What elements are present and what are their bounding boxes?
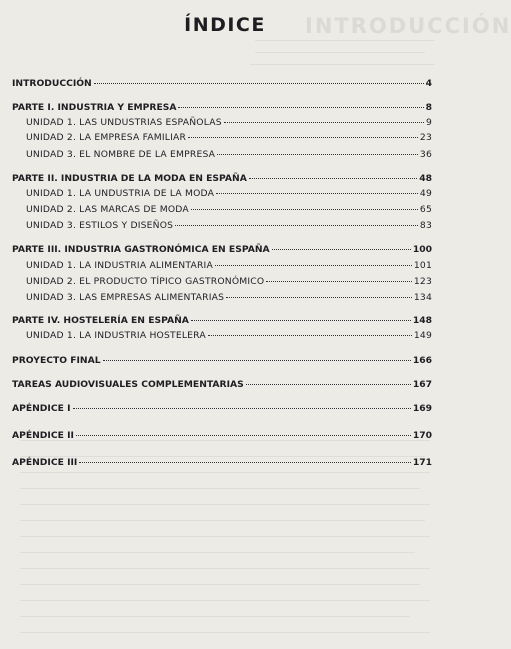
toc-entry-page: 171 (412, 457, 432, 468)
dot-leader (266, 281, 412, 282)
dot-leader (188, 137, 418, 138)
toc-entry-parte-3-unidad-1[interactable] (26, 260, 432, 272)
toc-entry-label: UNIDAD 1. LA INDUSTRIA ALIMENTARIA (26, 260, 213, 271)
toc-entry-page: 100 (412, 244, 432, 255)
toc-entry-parte-3-unidad-2[interactable] (26, 276, 432, 288)
toc-entry-page: 170 (412, 430, 432, 441)
toc-entry-page: 123 (413, 276, 432, 287)
toc-entry-page: 169 (412, 403, 432, 414)
dot-leader (103, 360, 411, 361)
toc-entry-page: 134 (413, 292, 432, 303)
toc-entry-label: PROYECTO FINAL (12, 355, 101, 366)
bleed-through-text: INTRODUCCIÓN (305, 14, 511, 38)
toc-entry-page: 83 (419, 220, 432, 231)
toc-entry-parte-4-unidad-1[interactable] (26, 330, 432, 342)
dot-leader (178, 107, 423, 108)
toc-entry-label: UNIDAD 2. EL PRODUCTO TÍPICO GASTRONÓMICO (26, 276, 265, 287)
toc-entry-label: UNIDAD 3. LAS EMPRESAS ALIMENTARIAS (26, 292, 225, 303)
toc-entry-parte-2-unidad-2[interactable] (26, 204, 432, 216)
dot-leader (226, 297, 412, 298)
toc-entry-label: TAREAS AUDIOVISUALES COMPLEMENTARIAS (12, 379, 244, 390)
toc-entry-page: 23 (419, 132, 432, 143)
toc-entry-page: 148 (412, 315, 432, 326)
toc-entry-parte-2-unidad-1[interactable] (26, 188, 432, 200)
dot-leader (215, 265, 412, 266)
toc-entry-page: 49 (419, 188, 432, 199)
toc-entry-apendice-3[interactable] (12, 457, 432, 469)
toc-entry-label: UNIDAD 3. EL NOMBRE DE LA EMPRESA (26, 149, 216, 160)
dot-leader (191, 209, 418, 210)
dot-leader (73, 408, 411, 409)
page-title: ÍNDICE (184, 14, 266, 36)
dot-leader (224, 122, 424, 123)
dot-leader (246, 384, 411, 385)
dot-leader (217, 154, 418, 155)
toc-entry-label: UNIDAD 2. LAS MARCAS DE MODA (26, 204, 189, 215)
toc-entry-page: 101 (413, 260, 432, 271)
toc-entry-label: PARTE I. INDUSTRIA Y EMPRESA (12, 102, 177, 113)
dot-leader (79, 462, 410, 463)
toc-entry-label: UNIDAD 3. ESTILOS Y DISEÑOS (26, 220, 174, 231)
toc-entry-page: 8 (425, 102, 432, 113)
dot-leader (249, 178, 417, 179)
toc-entry-label: UNIDAD 1. LAS UNDUSTRIAS ESPAÑOLAS (26, 117, 222, 128)
dot-leader (94, 83, 424, 84)
toc-entry-proyecto-final[interactable] (12, 355, 432, 367)
dot-leader (175, 225, 418, 226)
toc-entry-page: 9 (425, 117, 432, 128)
dot-leader (272, 249, 411, 250)
toc-entry-parte-1[interactable] (12, 102, 432, 114)
toc-entry-label: INTRODUCCIÓN (12, 78, 92, 89)
toc-entry-label: PARTE III. INDUSTRIA GASTRONÓMICA EN ESPAÑA (12, 244, 270, 255)
toc-entry-label: UNIDAD 1. LA UNDUSTRIA DE LA MODA (26, 188, 215, 199)
dot-leader (76, 435, 411, 436)
toc-entry-parte-1-unidad-2[interactable] (26, 132, 432, 144)
toc-entry-label: APÉNDICE III (12, 457, 78, 468)
toc-entry-introduccion[interactable] (12, 78, 432, 90)
toc-entry-tareas-audiovisuales[interactable] (12, 379, 432, 391)
toc-entry-parte-4[interactable] (12, 315, 432, 327)
dot-leader (216, 193, 418, 194)
toc-entry-label: UNIDAD 1. LA INDUSTRIA HOSTELERA (26, 330, 206, 341)
toc-entry-page: 36 (419, 149, 432, 160)
toc-entry-apendice-2[interactable] (12, 430, 432, 442)
toc-entry-parte-1-unidad-3[interactable] (26, 149, 432, 161)
toc-entry-page: 65 (419, 204, 432, 215)
toc-entry-label: UNIDAD 2. LA EMPRESA FAMILIAR (26, 132, 187, 143)
toc-entry-parte-1-unidad-1[interactable] (26, 117, 432, 129)
dot-leader (208, 335, 412, 336)
toc-entry-label: PARTE IV. HOSTELERÍA EN ESPAÑA (12, 315, 189, 326)
toc-entry-page: 4 (425, 78, 432, 89)
toc-entry-parte-2[interactable] (12, 173, 432, 185)
toc-entry-page: 48 (419, 173, 432, 184)
toc-entry-page: 166 (412, 355, 432, 366)
toc-entry-page: 167 (412, 379, 432, 390)
toc-entry-label: APÉNDICE I (12, 403, 71, 414)
toc-entry-page: 149 (413, 330, 432, 341)
toc-entry-label: PARTE II. INDUSTRIA DE LA MODA EN ESPAÑA (12, 173, 247, 184)
toc-entry-parte-2-unidad-3[interactable] (26, 220, 432, 232)
dot-leader (191, 320, 411, 321)
toc-entry-parte-3[interactable] (12, 244, 432, 256)
toc-entry-apendice-1[interactable] (12, 403, 432, 415)
toc-entry-label: APÉNDICE II (12, 430, 74, 441)
toc-entry-parte-3-unidad-3[interactable] (26, 292, 432, 304)
